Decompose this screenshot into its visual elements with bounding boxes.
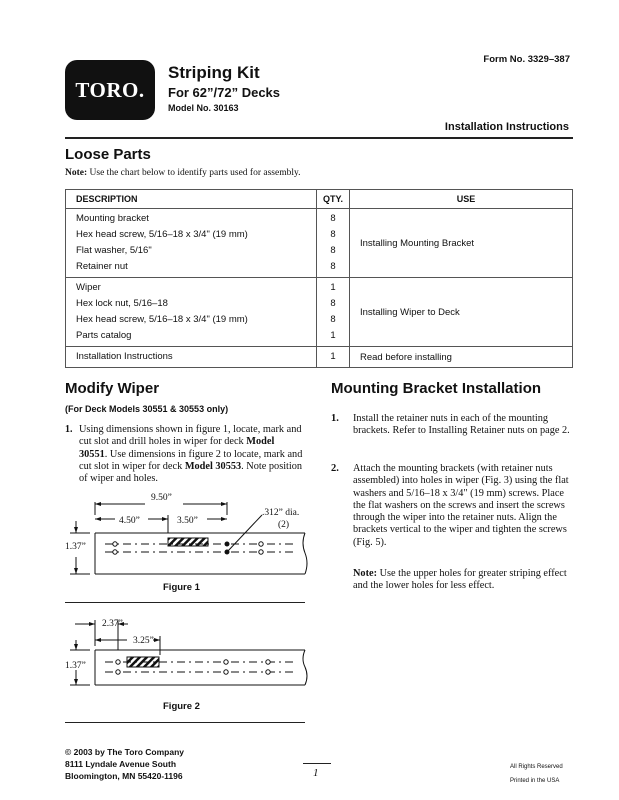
part-desc: Hex lock nut, 5/16–18 bbox=[76, 298, 168, 309]
modify-wiper-heading: Modify Wiper bbox=[65, 380, 160, 397]
fig2-dim-a: 2.37” bbox=[102, 619, 123, 629]
part-qty: 1 bbox=[330, 351, 336, 362]
fig1-dim-hole-count: (2) bbox=[278, 520, 290, 530]
part-desc: Installation Instructions bbox=[76, 351, 173, 362]
part-qty: 8 bbox=[330, 314, 336, 325]
col-use: USE bbox=[350, 190, 573, 209]
doc-type: Installation Instructions bbox=[444, 121, 569, 133]
loose-parts-note bbox=[65, 168, 301, 178]
part-qty: 1 bbox=[330, 282, 336, 293]
header-divider bbox=[65, 137, 573, 139]
fig2-dim-height: 1.37” bbox=[65, 661, 86, 671]
col-description: DESCRIPTION bbox=[66, 190, 317, 209]
part-qty: 8 bbox=[330, 213, 336, 224]
address-line-2: Bloomington, MN 55420-1196 bbox=[65, 771, 183, 781]
all-rights-reserved: All Rights Reserved bbox=[510, 764, 563, 770]
modify-wiper-subheading: (For Deck Models 30551 & 30553 only) bbox=[65, 404, 229, 414]
part-qty: 8 bbox=[330, 245, 336, 256]
fig1-dim-height: 1.37” bbox=[65, 542, 86, 552]
figure-divider bbox=[65, 722, 305, 723]
step-text: . Note position of wiper and holes. bbox=[79, 460, 303, 485]
model-ref: Model 30551 bbox=[79, 436, 275, 460]
note-text: Use the upper holes for greater striping effect and the lower holes for less effect. bbox=[353, 568, 567, 592]
qty-cell bbox=[317, 347, 350, 368]
mounting-step-1: Install the retainer nuts in each of the mounting brackets. Refer to Installing Retainer nuts on page 2. bbox=[353, 413, 570, 437]
desc-cell bbox=[66, 347, 317, 368]
parts-table-header bbox=[66, 190, 573, 209]
table-row bbox=[66, 278, 573, 347]
toro-logo bbox=[65, 60, 155, 120]
step-text: Using dimensions shown in figure 1, locate, mark and cut slot and drill holes in wiper for deck bbox=[79, 424, 302, 448]
model-number: Model No. 30163 bbox=[168, 103, 239, 113]
parts-table bbox=[65, 189, 573, 368]
part-desc: Hex head screw, 5/16–18 x 3/4" (19 mm) bbox=[76, 314, 248, 325]
part-desc: Hex head screw, 5/16–18 x 3/4" (19 mm) bbox=[76, 229, 248, 240]
modify-step-1 bbox=[79, 424, 305, 485]
part-desc: Flat washer, 5/16" bbox=[76, 245, 152, 256]
address-line-1: 8111 Lyndale Avenue South bbox=[65, 759, 177, 769]
part-use: Read before installing bbox=[350, 347, 573, 368]
page-number: 1 bbox=[313, 767, 319, 779]
part-use: Installing Wiper to Deck bbox=[350, 278, 573, 347]
model-ref: Model 30553 bbox=[184, 460, 242, 472]
fig1-dim-mid: 3.50” bbox=[177, 516, 198, 526]
figure-2-drawing bbox=[65, 610, 310, 698]
logo-text: TORO. bbox=[75, 77, 145, 102]
figure-divider bbox=[65, 602, 305, 603]
fig1-dim-total: 9.50” bbox=[151, 493, 172, 503]
qty-cell bbox=[317, 209, 350, 278]
copyright: © 2003 by The Toro Company bbox=[65, 747, 184, 757]
qty-cell bbox=[317, 278, 350, 347]
loose-parts-heading: Loose Parts bbox=[65, 146, 151, 163]
footer-address bbox=[65, 746, 184, 782]
fig1-dim-hole: .312” dia. bbox=[262, 508, 300, 518]
part-desc: Mounting bracket bbox=[76, 213, 149, 224]
form-number: Form No. 3329–387 bbox=[483, 54, 570, 65]
note-label: Note: bbox=[353, 568, 378, 579]
page-subtitle: For 62”/72” Decks bbox=[168, 85, 281, 100]
part-qty: 8 bbox=[330, 229, 336, 240]
part-desc: Retainer nut bbox=[76, 261, 128, 272]
part-qty: 8 bbox=[330, 261, 336, 272]
fig1-dim-left: 4.50” bbox=[119, 516, 140, 526]
table-row bbox=[66, 347, 573, 368]
printed-in-usa: Printed in the USA bbox=[510, 778, 560, 784]
step-number: 2. bbox=[331, 463, 339, 474]
mounting-heading: Mounting Bracket Installation bbox=[331, 380, 542, 397]
figure-1-caption: Figure 1 bbox=[163, 582, 200, 593]
part-desc: Wiper bbox=[76, 282, 101, 293]
figure-1-drawing bbox=[65, 485, 310, 580]
page-number-rule bbox=[303, 763, 331, 764]
footer-rights bbox=[510, 760, 563, 788]
figure-2-caption: Figure 2 bbox=[163, 701, 200, 712]
page-title: Striping Kit bbox=[168, 63, 260, 82]
part-desc: Parts catalog bbox=[76, 330, 132, 341]
table-row bbox=[66, 209, 573, 278]
col-qty: QTY. bbox=[317, 190, 350, 209]
step-number: 1. bbox=[65, 424, 73, 435]
mounting-note bbox=[353, 568, 573, 593]
note-label: Note: bbox=[65, 168, 88, 178]
mounting-step-2: Attach the mounting brackets (with retainer nuts assembled) into holes in wiper (Fig. 3) using the flat washers and 5/16–18 x 3/4" (19 mm) screws. Place the flat washers on the screws and insert the screws through the wiper into the retainer nuts. Align the brackets vertical to the wiper and tighten the screws (Fig. 5). bbox=[353, 463, 569, 548]
desc-cell bbox=[66, 209, 317, 278]
part-qty: 8 bbox=[330, 298, 336, 309]
part-use: Installing Mounting Bracket bbox=[350, 209, 573, 278]
step-text: . Use dimensions in figure 2 to locate, mark and cut slot in wiper for deck bbox=[79, 448, 303, 472]
desc-cell bbox=[66, 278, 317, 347]
step-number: 1. bbox=[331, 413, 339, 424]
fig2-dim-b: 3.25” bbox=[133, 636, 154, 646]
part-qty: 1 bbox=[330, 330, 336, 341]
note-text: Use the chart below to identify parts used for assembly. bbox=[89, 168, 301, 178]
